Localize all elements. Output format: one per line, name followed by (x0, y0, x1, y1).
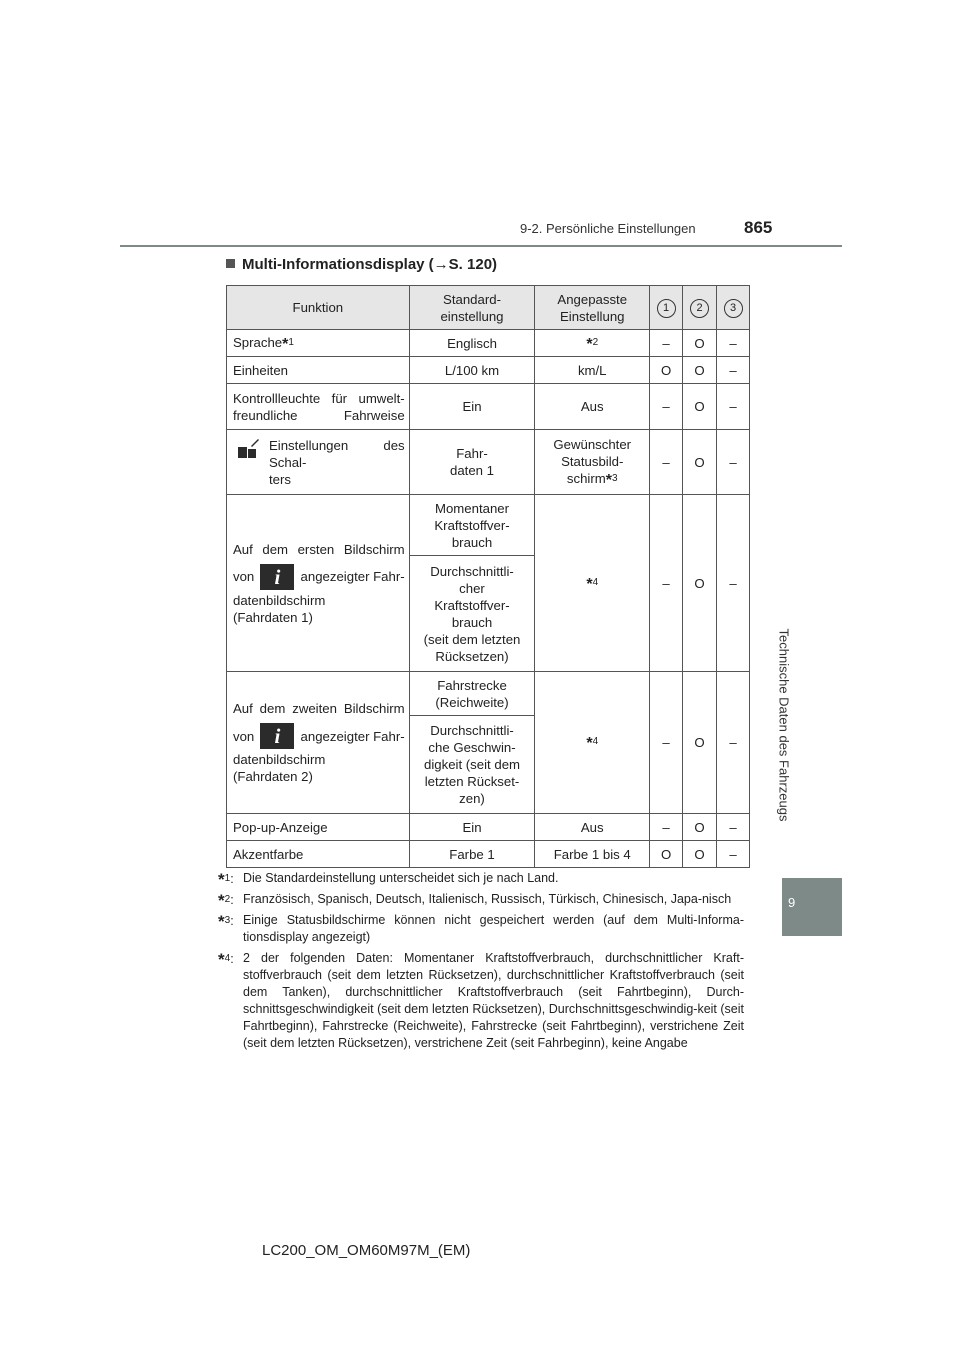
document-code: LC200_OM_OM60M97M_(EM) (262, 1242, 471, 1259)
table-row: Sprache*1 Englisch *2 – O – (227, 330, 750, 357)
col-header-standard: Standard- einstellung (409, 286, 535, 330)
footnote: *1: Die Standardeinstellung unterscheidet sich je nach Land. (218, 870, 559, 889)
square-bullet-icon (226, 259, 235, 268)
info-icon: i (260, 723, 294, 749)
settings-table (226, 285, 750, 868)
table-row: Pop-up-Anzeige Ein Aus – O – (227, 814, 750, 841)
table-row: Einstellungen des Schal- ters Fahr- daten 1 Gewünschter Statusbild- schirm*3 – O – (227, 430, 750, 495)
col-header-2: 2 (683, 286, 717, 330)
info-icon: i (260, 564, 294, 590)
footnote: *3: Einige Statusbildschirme können nicht gespeichert werden (auf dem Multi-Informa-tionsdisplay angezeigt) (218, 912, 744, 944)
col-header-funktion: Funktion (227, 286, 410, 330)
table-row: Einheiten L/100 km km/L O O – (227, 357, 750, 384)
header-divider (120, 245, 842, 247)
col-header-angepasst: Angepasste Einstellung (535, 286, 650, 330)
page-number: 865 (744, 218, 773, 237)
footnote: *4: 2 der folgenden Daten: Momentaner Kraftstoffverbrauch, durchschnittlicher Kraft-stoffverbrauch (seit dem letzten Rücksetzen), durchschnittlicher Kraftstoffverbrauch (seit dem Tanken), durchschnittlicher Kraftstoffverbrauch (seit Fahrtbeginn), Durch-schnittsgeschwindigkeit (seit dem letzten Rücksetzen), Durchschnittsgeschwindig-keit (seit Fahrtbeginn), Fahrstrecke (Reichweite), Fahrstrecke (seit Fahrtbeginn), verstrichene Zeit (seit dem letzten Rücksetzen), verstrichene Zeit (seit Fahrbeginn), keine Angabe (218, 950, 744, 1050)
side-tab-label: Technische Daten des Fahrzeugs (776, 628, 792, 822)
table-row: Kontrollleuchte für umwelt- freundliche Fahrweise Ein Aus – O – (227, 384, 750, 430)
footnote: *2: Französisch, Spanisch, Deutsch, Italienisch, Russisch, Türkisch, Chinesisch, Japa-nisch (218, 891, 732, 910)
table-row-group1-a: Auf dem ersten Bildschirm von i angezeigter Fahr- datenbildschirm (Fahrdaten 1) Momentaner Kraftstoffver- brauch *4 – O – (227, 495, 750, 556)
table-header-row (227, 286, 750, 330)
table-row-group1-b: Durchschnittli- cher Kraftstoffver- brauch (seit dem letzten Rücksetzen) (227, 556, 750, 672)
settings-icon (237, 437, 261, 459)
col-header-3: 3 (717, 286, 750, 330)
table-row-group2-a: Auf dem zweiten Bildschirm von i angezeigter Fahr- datenbildschirm (Fahrdaten 2) Fahrstrecke (Reichweite) *4 – O – (227, 672, 750, 716)
section-title: Multi-Informationsdisplay (→S. 120) (226, 256, 497, 273)
side-tab-number: 9 (782, 878, 842, 936)
table-row-group2-b: Durchschnittli- che Geschwin- digkeit (seit dem letzten Rückset- zen) (227, 716, 750, 814)
col-header-1: 1 (650, 286, 683, 330)
table-row: Akzentfarbe Farbe 1 Farbe 1 bis 4 O O – (227, 841, 750, 868)
footnotes (218, 870, 744, 1056)
header-section-title: 9-2. Persönliche Einstellungen (520, 221, 696, 236)
